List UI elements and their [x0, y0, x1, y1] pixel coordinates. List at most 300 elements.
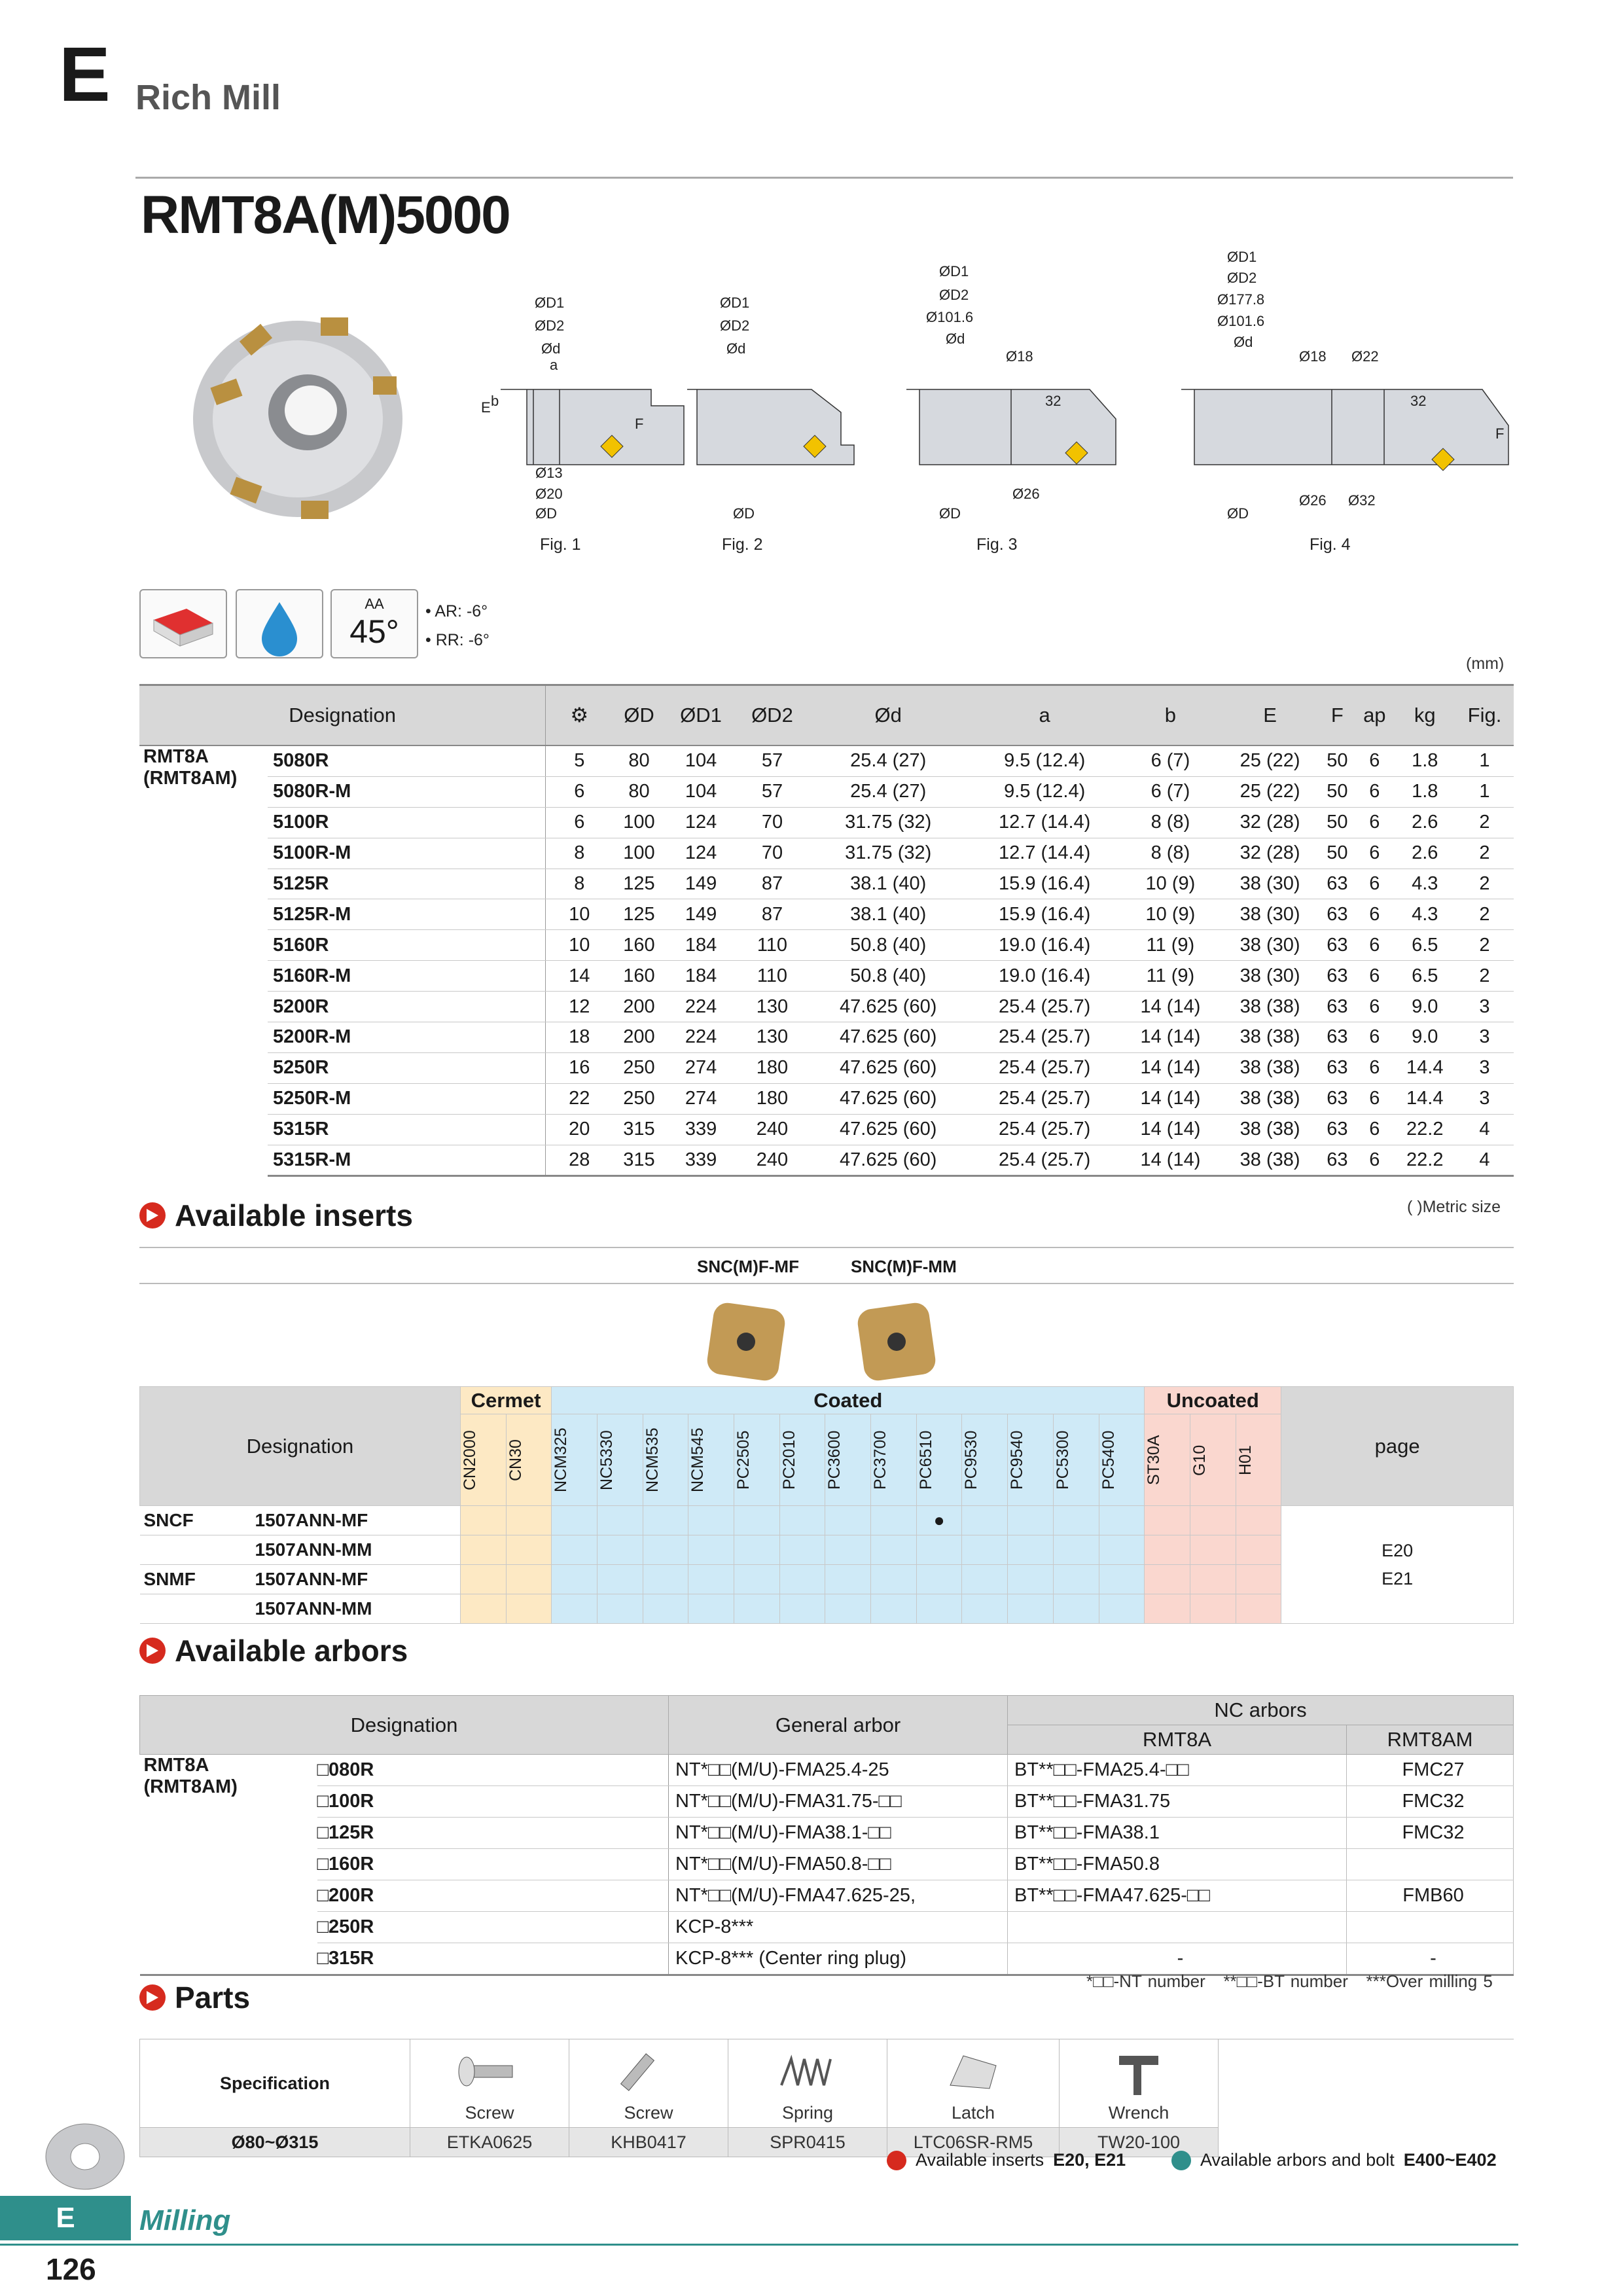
grade-cell [460, 1594, 506, 1624]
value-cell: 14 (14) [1120, 1083, 1220, 1114]
value-cell: 63 [1320, 869, 1355, 899]
parts-title: Parts [175, 1981, 251, 2015]
svg-text:ØD: ØD [535, 505, 557, 522]
screw-icon [609, 2046, 688, 2098]
col-F: F [1320, 685, 1355, 746]
arbor-table [139, 1695, 1514, 1976]
value-cell: 8 (8) [1120, 838, 1220, 869]
value-cell: 63 [1320, 992, 1355, 1022]
table-row [139, 745, 1514, 776]
col-D: ØD [613, 685, 665, 746]
grade-header: PC2505 [734, 1414, 780, 1506]
arbor-col-designation: Designation [140, 1696, 669, 1755]
value-cell: 6.5 [1395, 961, 1455, 992]
value-cell: 104 [666, 745, 737, 776]
grade-cell [552, 1565, 597, 1594]
insert-col-designation: Designation [140, 1387, 461, 1506]
value-cell: 19.0 (16.4) [969, 961, 1120, 992]
grade-cell [552, 1594, 597, 1624]
value-cell: 38 (30) [1221, 899, 1320, 930]
svg-text:ØD2: ØD2 [939, 287, 969, 303]
arbor-rmt8a: BT**□□-FMA25.4-□□ [1008, 1755, 1347, 1786]
value-cell: 14.4 [1395, 1052, 1455, 1083]
value-cell: 50.8 (40) [808, 930, 969, 961]
divider [139, 1247, 1514, 1248]
table-row [139, 961, 1514, 992]
grade-cell [643, 1594, 688, 1624]
table-row [139, 1052, 1514, 1083]
insert-images [704, 1299, 952, 1384]
parts-table [139, 2039, 1514, 2157]
parts-col-spec: Specification [140, 2039, 410, 2128]
arbor-size: □315R [317, 1943, 669, 1975]
value-cell: 15.9 (16.4) [969, 869, 1120, 899]
grade-cell [1053, 1506, 1099, 1535]
value-cell: 50 [1320, 745, 1355, 776]
value-cell: 87 [737, 869, 808, 899]
part-screw-2: Screw [569, 2039, 728, 2128]
value-cell: 9.5 (12.4) [969, 776, 1120, 807]
arbor-size: □125R [317, 1818, 669, 1849]
value-cell: 12.7 (14.4) [969, 807, 1120, 838]
designation-cell: 5250R [268, 1052, 546, 1083]
svg-text:Ø20: Ø20 [535, 486, 563, 502]
value-cell: 87 [737, 899, 808, 930]
dimension-table [139, 684, 1514, 1177]
parts-spacer [1219, 2039, 1514, 2128]
svg-text:Ø18: Ø18 [1006, 348, 1033, 365]
value-cell: 8 [546, 838, 613, 869]
value-cell: 130 [737, 1022, 808, 1053]
value-cell: 38 (38) [1221, 1022, 1320, 1053]
value-cell: 50 [1320, 807, 1355, 838]
arbor-rmt8am [1347, 1849, 1514, 1880]
value-cell: 124 [666, 838, 737, 869]
designation-cell: 5315R [268, 1114, 546, 1145]
value-cell: 9.0 [1395, 992, 1455, 1022]
group-uncoated: Uncoated [1145, 1387, 1281, 1414]
grade-cell [1099, 1594, 1145, 1624]
value-cell: 110 [737, 961, 808, 992]
section-letter: E [59, 31, 111, 118]
page-number: 126 [46, 2252, 96, 2286]
arrow-bullet-icon [887, 2151, 906, 2170]
value-cell: 38 (30) [1221, 869, 1320, 899]
value-cell: 274 [666, 1052, 737, 1083]
designation-cell: 5080R-M [268, 776, 546, 807]
grade-header: PC2010 [779, 1414, 825, 1506]
rake-notes [425, 597, 490, 655]
grade-cell [1099, 1506, 1145, 1535]
grade-cell [916, 1565, 962, 1594]
value-cell: 2.6 [1395, 838, 1455, 869]
designation-cell: 5160R-M [268, 961, 546, 992]
value-cell: 250 [613, 1052, 665, 1083]
value-cell: 50 [1320, 776, 1355, 807]
svg-text:F: F [635, 416, 644, 432]
value-cell: 16 [546, 1052, 613, 1083]
value-cell: 130 [737, 992, 808, 1022]
col-D2: ØD2 [737, 685, 808, 746]
inserts-heading [139, 1198, 413, 1233]
grade-cell [734, 1594, 780, 1624]
arbor-footnote [1086, 1971, 1493, 1992]
value-cell: 10 [546, 930, 613, 961]
value-cell: 6 [1355, 745, 1394, 776]
value-cell: 200 [613, 1022, 665, 1053]
value-cell: 224 [666, 1022, 737, 1053]
value-cell: 184 [666, 930, 737, 961]
value-cell: 2 [1455, 961, 1514, 992]
grade-cell [1053, 1535, 1099, 1565]
approach-angle-box [330, 589, 418, 658]
angle-label: AA [365, 596, 384, 612]
svg-text:ØD: ØD [1227, 505, 1249, 522]
value-cell: 10 (9) [1120, 869, 1220, 899]
arbor-size: □100R [317, 1786, 669, 1818]
value-cell: 63 [1320, 1052, 1355, 1083]
value-cell: 125 [613, 899, 665, 930]
value-cell: 14 (14) [1120, 1052, 1220, 1083]
grade-cell [1099, 1535, 1145, 1565]
value-cell: 160 [613, 961, 665, 992]
table-row [139, 1022, 1514, 1053]
grade-header: PC9540 [1008, 1414, 1054, 1506]
value-cell: 6 [1355, 1052, 1394, 1083]
grade-header: ST30A [1145, 1414, 1190, 1506]
value-cell: 28 [546, 1145, 613, 1176]
value-cell: 1 [1455, 745, 1514, 776]
grade-cell [1236, 1535, 1281, 1565]
footer-rule [0, 2244, 1518, 2246]
value-cell: 8 [546, 869, 613, 899]
value-cell: 2 [1455, 838, 1514, 869]
value-cell: 70 [737, 807, 808, 838]
value-cell: 1.8 [1395, 745, 1455, 776]
grade-cell [597, 1565, 643, 1594]
value-cell: 100 [613, 838, 665, 869]
value-cell: 14 (14) [1120, 1022, 1220, 1053]
value-cell: 6 [1355, 1083, 1394, 1114]
svg-text:Ø26: Ø26 [1012, 486, 1040, 502]
arbor-row [140, 1755, 1514, 1786]
table-row [139, 1145, 1514, 1176]
arbor-general: NT*□□(M/U)-FMA38.1-□□ [669, 1818, 1008, 1849]
arbor-rmt8am: FMB60 [1347, 1880, 1514, 1912]
grade-cell [871, 1506, 917, 1535]
grade-cell [962, 1535, 1008, 1565]
value-cell: 6 [1355, 776, 1394, 807]
table-row [139, 776, 1514, 807]
arbors-title: Available arbors [175, 1634, 408, 1668]
arrow-bullet-icon [1171, 2151, 1191, 2170]
svg-text:ØD2: ØD2 [720, 317, 750, 334]
svg-text:Ø13: Ø13 [535, 465, 563, 481]
footer-section-tab: E [0, 2196, 131, 2240]
value-cell: 38 (30) [1221, 961, 1320, 992]
divider [139, 1283, 1514, 1284]
header-rule [135, 177, 1513, 179]
value-cell: 6 (7) [1120, 745, 1220, 776]
arbor-series-group: RMT8A (RMT8AM) [140, 1755, 317, 1975]
arrow-bullet-icon [139, 1202, 166, 1229]
grade-header: PC3700 [871, 1414, 917, 1506]
grade-cell [597, 1506, 643, 1535]
svg-text:ØD1: ØD1 [1227, 249, 1257, 265]
svg-text:32: 32 [1410, 393, 1427, 409]
code-spring: SPR0415 [728, 2128, 887, 2157]
part-latch: Latch [887, 2039, 1060, 2128]
grade-cell [688, 1535, 734, 1565]
insert-designation: 1507ANN-MM [140, 1535, 461, 1565]
grade-cell [1053, 1594, 1099, 1624]
col-b: b [1120, 685, 1220, 746]
grade-cell [506, 1565, 552, 1594]
coolant-icon [236, 589, 323, 658]
svg-text:Ø18: Ø18 [1299, 348, 1327, 365]
svg-text:Fig. 1: Fig. 1 [540, 535, 581, 554]
value-cell: 63 [1320, 899, 1355, 930]
value-cell: 2 [1455, 899, 1514, 930]
grade-cell [779, 1565, 825, 1594]
grade-cell [916, 1594, 962, 1624]
value-cell: 6 (7) [1120, 776, 1220, 807]
insert-designation: 1507ANN-MM [140, 1594, 461, 1624]
grade-cell [871, 1565, 917, 1594]
grade-cell [962, 1506, 1008, 1535]
col-a: a [969, 685, 1120, 746]
value-cell: 6 [1355, 1145, 1394, 1176]
value-cell: 9.5 (12.4) [969, 745, 1120, 776]
grade-cell [825, 1565, 871, 1594]
value-cell: 32 (28) [1221, 838, 1320, 869]
value-cell: 63 [1320, 1022, 1355, 1053]
group-coated: Coated [552, 1387, 1145, 1414]
value-cell: 20 [546, 1114, 613, 1145]
grade-cell [1190, 1506, 1236, 1535]
designation-cell: 5315R-M [268, 1145, 546, 1176]
svg-text:Ø177.8: Ø177.8 [1217, 291, 1265, 308]
designation-cell: 5200R [268, 992, 546, 1022]
value-cell: 50.8 (40) [808, 961, 969, 992]
grade-cell [688, 1565, 734, 1594]
value-cell: 2.6 [1395, 807, 1455, 838]
svg-text:Ø22: Ø22 [1351, 348, 1379, 365]
spring-icon [768, 2046, 847, 2098]
value-cell: 47.625 (60) [808, 1145, 969, 1176]
value-cell: 6 [1355, 807, 1394, 838]
grade-cell [1145, 1594, 1190, 1624]
value-cell: 6 [1355, 930, 1394, 961]
value-cell: 240 [737, 1145, 808, 1176]
code-screw-2: KHB0417 [569, 2128, 728, 2157]
value-cell: 38 (38) [1221, 1114, 1320, 1145]
value-cell: 9.0 [1395, 1022, 1455, 1053]
grade-header: NCM325 [552, 1414, 597, 1506]
value-cell: 6 [1355, 838, 1394, 869]
group-cermet: Cermet [460, 1387, 551, 1414]
grade-cell [916, 1535, 962, 1565]
grade-header: PC5300 [1053, 1414, 1099, 1506]
value-cell: 25.4 (27) [808, 745, 969, 776]
grade-header: NCM535 [643, 1414, 688, 1506]
designation-cell: 5250R-M [268, 1083, 546, 1114]
grade-cell [1053, 1565, 1099, 1594]
value-cell: 6 [1355, 961, 1394, 992]
value-cell: 6.5 [1395, 930, 1455, 961]
value-cell: 100 [613, 807, 665, 838]
value-cell: 6 [1355, 1114, 1394, 1145]
value-cell: 274 [666, 1083, 737, 1114]
arbor-rmt8a: - [1008, 1943, 1347, 1975]
parts-heading [139, 1980, 250, 2015]
designation-cell: 5080R [268, 745, 546, 776]
arbor-rmt8a: BT**□□-FMA38.1 [1008, 1818, 1347, 1849]
section-name: Rich Mill [135, 78, 281, 117]
grade-cell [825, 1535, 871, 1565]
grade-cell [779, 1594, 825, 1624]
arbor-rmt8a: BT**□□-FMA50.8 [1008, 1849, 1347, 1880]
grade-header: NCM545 [688, 1414, 734, 1506]
metric-note: ( )Metric size [1407, 1198, 1501, 1216]
designation-cell: 5125R [268, 869, 546, 899]
value-cell: 22.2 [1395, 1145, 1455, 1176]
value-cell: 10 (9) [1120, 899, 1220, 930]
grade-cell [688, 1594, 734, 1624]
value-cell: 240 [737, 1114, 808, 1145]
svg-text:Ø101.6: Ø101.6 [926, 309, 974, 325]
value-cell: 25.4 (27) [808, 776, 969, 807]
value-cell: 63 [1320, 1145, 1355, 1176]
svg-text:Ød: Ød [946, 331, 965, 347]
designation-cell: 5100R [268, 807, 546, 838]
col-D1: ØD1 [666, 685, 737, 746]
arbor-row [140, 1912, 1514, 1943]
svg-text:Ø32: Ø32 [1348, 492, 1376, 509]
cutter-thumbnail [36, 2121, 134, 2193]
grade-cell [1236, 1594, 1281, 1624]
footnote-nt: *□□-NT number [1086, 1971, 1205, 1991]
arbor-size: □160R [317, 1849, 669, 1880]
grade-header: CN30 [506, 1414, 552, 1506]
inserts-title: Available inserts [175, 1198, 413, 1232]
svg-text:b: b [491, 393, 499, 409]
value-cell: 104 [666, 776, 737, 807]
parts-range: Ø80~Ø315 [140, 2128, 410, 2157]
axial-rake: • AR: -6° [425, 602, 488, 620]
value-cell: 184 [666, 961, 737, 992]
svg-text:Ød: Ød [1234, 334, 1253, 350]
col-inserts-icon: ⚙ [546, 685, 613, 746]
value-cell: 200 [613, 992, 665, 1022]
value-cell: 14 (14) [1120, 1114, 1220, 1145]
code-screw-1: ETKA0625 [410, 2128, 569, 2157]
value-cell: 19.0 (16.4) [969, 930, 1120, 961]
code-wrench: TW20-100 [1060, 2128, 1219, 2157]
svg-text:Ø101.6: Ø101.6 [1217, 313, 1265, 329]
grade-cell [643, 1565, 688, 1594]
value-cell: 2 [1455, 807, 1514, 838]
arbor-rmt8am: FMC32 [1347, 1786, 1514, 1818]
value-cell: 6 [1355, 1022, 1394, 1053]
grade-cell [1236, 1565, 1281, 1594]
table-row [139, 869, 1514, 899]
svg-text:ØD2: ØD2 [1227, 270, 1257, 286]
value-cell: 80 [613, 745, 665, 776]
value-cell: 38 (38) [1221, 992, 1320, 1022]
insert-name-mf: SNC(M)F-MF [697, 1257, 799, 1276]
link-available-arbors[interactable]: Available arbors and bolt E400~E402 [1171, 2150, 1497, 2170]
value-cell: 1.8 [1395, 776, 1455, 807]
value-cell: 11 (9) [1120, 961, 1220, 992]
grade-cell [734, 1506, 780, 1535]
svg-text:Ød: Ød [541, 340, 561, 357]
arbor-row [140, 1943, 1514, 1975]
value-cell: 63 [1320, 1083, 1355, 1114]
grade-cell [1145, 1506, 1190, 1535]
value-cell: 180 [737, 1052, 808, 1083]
value-cell: 3 [1455, 992, 1514, 1022]
value-cell: 47.625 (60) [808, 1083, 969, 1114]
radial-rake: • RR: -6° [425, 631, 490, 649]
value-cell: 25.4 (25.7) [969, 1052, 1120, 1083]
insert-grade-table [139, 1386, 1514, 1624]
value-cell: 125 [613, 869, 665, 899]
arbor-general: NT*□□(M/U)-FMA50.8-□□ [669, 1849, 1008, 1880]
grade-cell [460, 1535, 506, 1565]
value-cell: 63 [1320, 930, 1355, 961]
designation-cell: 5160R [268, 930, 546, 961]
value-cell: 50 [1320, 838, 1355, 869]
value-cell: 25 (22) [1221, 776, 1320, 807]
value-cell: 224 [666, 992, 737, 1022]
value-cell: 12 [546, 992, 613, 1022]
grade-cell [597, 1594, 643, 1624]
value-cell: 18 [546, 1022, 613, 1053]
value-cell: 57 [737, 745, 808, 776]
grade-cell [734, 1565, 780, 1594]
grade-cell [506, 1506, 552, 1535]
svg-text:Fig. 2: Fig. 2 [722, 535, 763, 554]
grade-cell [1145, 1535, 1190, 1565]
arbor-rmt8a [1008, 1912, 1347, 1943]
arbor-rmt8am: FMC32 [1347, 1818, 1514, 1849]
svg-text:ØD: ØD [939, 505, 961, 522]
value-cell: 149 [666, 869, 737, 899]
arbor-general: KCP-8*** (Center ring plug) [669, 1943, 1008, 1975]
grade-cell [871, 1535, 917, 1565]
link-available-inserts[interactable]: Available inserts E20, E21 [887, 2150, 1126, 2170]
arbor-row [140, 1786, 1514, 1818]
table-row [139, 1114, 1514, 1145]
value-cell: 4.3 [1395, 899, 1455, 930]
arbor-size: □080R [317, 1755, 669, 1786]
value-cell: 4 [1455, 1114, 1514, 1145]
arbor-general: NT*□□(M/U)-FMA47.625-25, [669, 1880, 1008, 1912]
part-spring: Spring [728, 2039, 887, 2128]
arbor-rmt8am: - [1347, 1943, 1514, 1975]
grade-cell [1145, 1565, 1190, 1594]
grade-cell [962, 1594, 1008, 1624]
grade-cell [460, 1565, 506, 1594]
value-cell: 63 [1320, 961, 1355, 992]
arbor-general: NT*□□(M/U)-FMA25.4-25 [669, 1755, 1008, 1786]
value-cell: 22 [546, 1083, 613, 1114]
arrow-bullet-icon [139, 1984, 166, 2011]
footer-category: Milling [139, 2204, 231, 2236]
value-cell: 47.625 (60) [808, 1114, 969, 1145]
dimension-figures [461, 249, 1522, 563]
